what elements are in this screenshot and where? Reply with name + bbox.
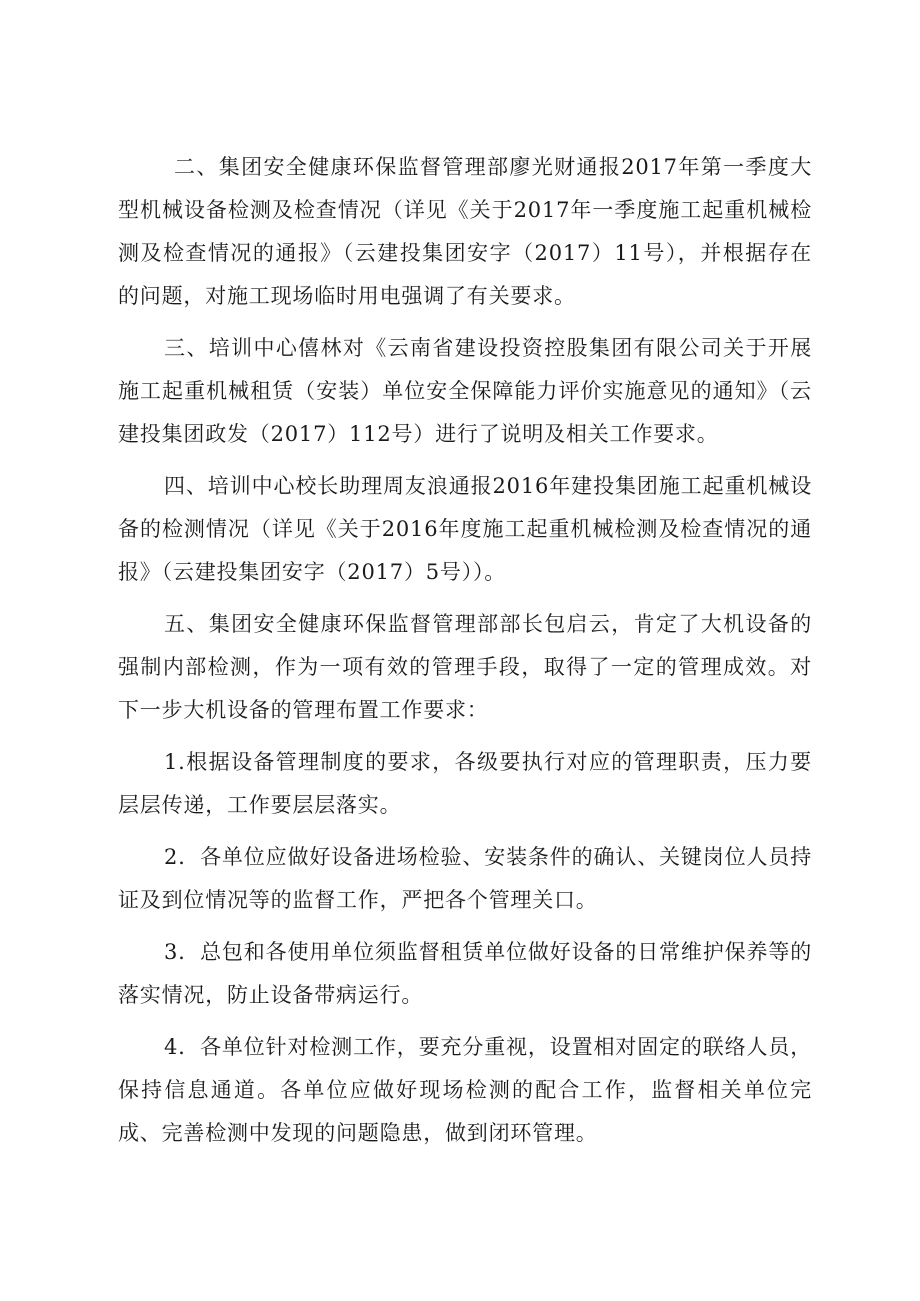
paragraph-item-5: 五、集团安全健康环保监督管理部部长包启云，肯定了大机设备的强制内部检测，作为一项有效的管理手段，取得了一定的管理成效。对下一步大机设备的管理布置工作要求： xyxy=(118,612,812,722)
requirement-1: 1.根据设备管理制度的要求，各级要执行对应的管理职责，压力要层层传递，工作要层层落实。 xyxy=(118,750,812,817)
paragraph-item-3: 三、培训中心僖林对《云南省建设投资控股集团有限公司关于开展施工起重机械租赁（安装）单位安全保障能力评价实施意见的通知》（云建投集团政发（2017）112号）进行了说明及相关工作要求。 xyxy=(118,336,812,446)
document-body xyxy=(118,146,812,1164)
requirement-2: 2．各单位应做好设备进场检验、安装条件的确认、关键岗位人员持证及到位情况等的监督工作，严把各个管理关口。 xyxy=(118,845,812,912)
paragraph-item-4: 四、培训中心校长助理周友浪通报2016年建投集团施工起重机械设备的检测情况（详见《关于2016年度施工起重机械检测及检查情况的通报》（云建投集团安字（2017）5号））。 xyxy=(118,474,812,584)
requirement-4: 4．各单位针对检测工作，要充分重视，设置相对固定的联络人员，保持信息通道。各单位应做好现场检测的配合工作，监督相关单位完成、完善检测中发现的问题隐患，做到闭环管理。 xyxy=(118,1035,812,1145)
paragraph-item-2: 二、集团安全健康环保监督管理部廖光财通报2017年第一季度大型机械设备检测及检查情况（详见《关于2017年一季度施工起重机械检测及检查情况的通报》（云建投集团安字（2017）11号），并根据存在的问题，对施工现场临时用电强调了有关要求。 xyxy=(118,155,812,308)
requirement-3: 3．总包和各使用单位须监督租赁单位做好设备的日常维护保养等的落实情况，防止设备带病运行。 xyxy=(118,940,812,1007)
